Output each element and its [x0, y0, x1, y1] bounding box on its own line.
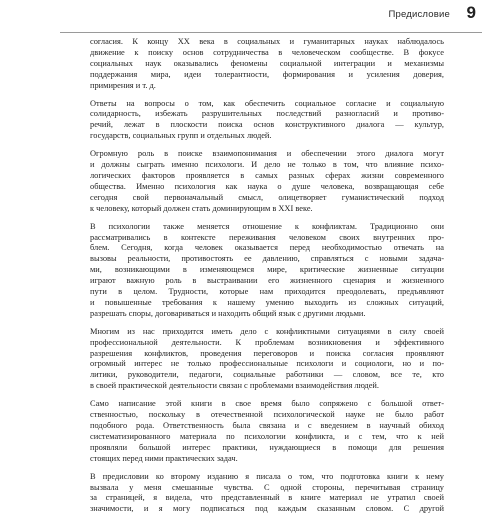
page-number: 9 — [466, 3, 476, 22]
text-line: и повышенные требования к нашему умению выходить из сложных ситуаций, — [90, 297, 444, 307]
text-line: значимости, и я могу подписаться под каждым сказанным словом. С другой — [90, 504, 444, 514]
text-line: социальных наук оказывались феномены социальной интеграции и механизмы — [90, 58, 444, 68]
paragraph — [90, 472, 444, 516]
text-line: Огромную роль в поиске взаимопонимания и обеспечении этого диалога могут — [90, 149, 444, 159]
text-line: и должны сыграть именно психологи. И дело не только в том, что влияние психо- — [90, 160, 444, 170]
text-line: вызвала у меня смешанные чувства. С одной стороны, перечитывая страницу — [90, 482, 444, 492]
text-line: Само написание этой книги в свое время было сопряжено с большой ответ- — [90, 399, 444, 409]
text-line: солидарность, избежать разрушительных последствий разногласий и противо- — [90, 109, 444, 119]
text-line: стоящих перед ними практических задач. — [90, 453, 238, 463]
text-line: Многим из нас приходится иметь дело с конфликтными ситуациями в силу своей — [90, 326, 444, 336]
text-line: логических факторов проявляется в самых разных сферах жизни современного — [90, 170, 444, 180]
running-head: Предисловие — [388, 9, 450, 20]
text-line: В предисловии ко второму изданию я писала о том, что подготовка книги к нему — [90, 471, 444, 481]
text-line: подобного рода. Ответственность была связана и с введением в научный обиход — [90, 421, 444, 430]
text-line: огромный интерес не только профессиональные психологи и социологи, но и по- — [90, 359, 444, 369]
text-line: проявляли большой интерес практики, нуждающиеся в помощи для решения — [90, 442, 444, 452]
text-line: ственностью, поскольку в отечественной психологической науке не было работ — [90, 410, 444, 420]
text-line: разрешения конфликтов, проведения переговоров и поиска согласия проявляют — [90, 348, 444, 358]
paragraph — [90, 99, 444, 143]
text-line: государств, социальных групп и отдельных людей. — [90, 131, 272, 141]
text-line: ми, возникающими в изменяющемся мире, критические жизненные ситуации — [90, 265, 444, 275]
text-line: речий, лежат в плоскости поиска основ конструктивного диалога — культур, — [90, 120, 444, 130]
text-line: за страницей, я видела, что представленный в книге материал не утратил своей — [90, 493, 444, 503]
text-line: согласия. К концу XX века в социальных и гуманитарных науках наблюдалось — [90, 37, 444, 46]
text-line: общества. Именно психология как наука о душе человека, возвращающая себе — [90, 181, 444, 191]
text-line: разрешать споры, договариваться и находить общий язык с другими людьми. — [90, 308, 366, 318]
text-line: рассматривались в контексте переживания человеком своих внутренних про- — [90, 232, 444, 242]
text-line: примирения и т. д. — [90, 80, 156, 90]
text-line: к человеку, который должен стать доминирующим в XXI веке. — [90, 203, 313, 213]
text-line: поддержания мира, идеи толерантности, формирования и усиления доверия, — [90, 69, 444, 79]
body-text — [90, 37, 444, 522]
text-line: вызовы реальности, противостоять ее давлению, справляться с новыми задача- — [90, 254, 444, 264]
text-line: движение к поиску основ сотрудничества в человеческом сообществе. В фокусе — [90, 47, 444, 57]
paragraph — [90, 222, 444, 320]
text-line: систематизированного материала по психологии конфликта, и с тем, что к ней — [90, 431, 444, 441]
paragraph — [90, 149, 444, 214]
paragraph — [90, 37, 444, 92]
text-line: сегодня свой первоначальный смысл, олицетворяет гуманистический подход — [90, 192, 444, 202]
text-line: играют важную роль в выстраивании его жизненного сценария и жизненного — [90, 276, 444, 286]
paragraph — [90, 399, 444, 464]
text-line: профессиональной деятельности. К проблемам возникновения и эффективного — [90, 337, 444, 347]
text-line: Ответы на вопросы о том, как обеспечить социальное согласие и социальную — [90, 98, 444, 108]
text-line: в своей практической деятельности связан с проблемами взаимодействия людей. — [90, 381, 379, 391]
text-line: блем. Сегодня, когда человек оказывается перед необходимостью отвечать на — [90, 243, 444, 253]
paragraph — [90, 327, 444, 392]
text-line: пути в целом. Трудности, которые нам приходится преодолевать, предъявляют — [90, 287, 444, 297]
text-line: В психологии также меняется отношение к конфликтам. Традиционно они — [90, 221, 444, 231]
text-line: литики, руководители, педагоги, социальные работники — словом, все те, кто — [90, 370, 444, 380]
